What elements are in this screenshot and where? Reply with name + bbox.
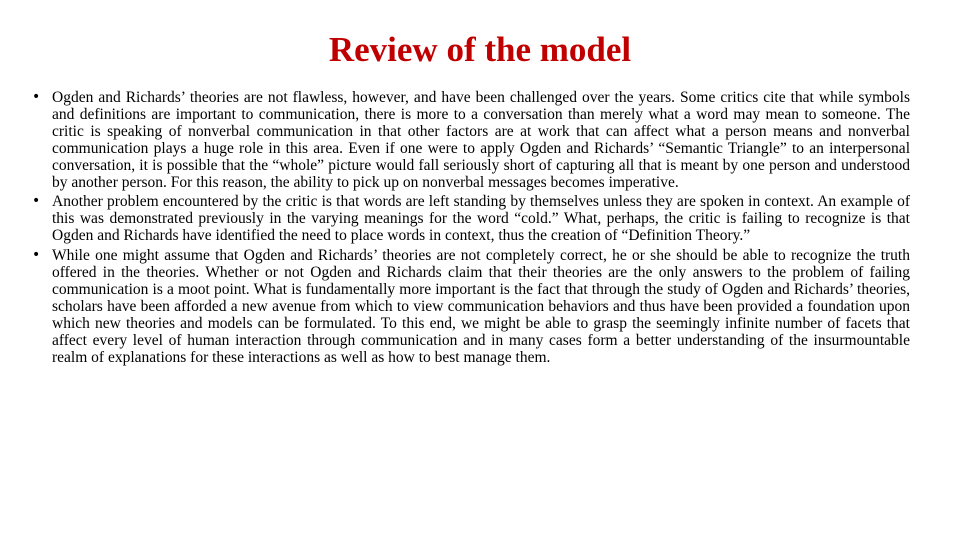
bullet-icon: • <box>32 247 41 264</box>
bullet-text: Another problem encountered by the critic is that words are left standing by themselves unless they are spoken in context. An example of this was demonstrated previously in the varying meanings for the word “cold.” What, perhaps, the critic is failing to recognize is that Ogden and Richards have identified the need to place words in context, thus the creation of “Definition Theory.” <box>52 193 910 245</box>
bullet-item-1 <box>32 90 910 191</box>
bullet-text: While one might assume that Ogden and Richards’ theories are not completely correct, he or she should be able to recognize the truth offered in the theories. Whether or not Ogden and Richards claim that their theories are the only answers to the problem of failing communication is a moot point. What is fundamentally more important is the fact that through the study of Ogden and Richards’ theories, scholars have been afforded a new avenue from which to view communication behaviors and thus have been provided a foundation upon which new theories and models can be formulated. To this end, we might be able to grasp the seemingly infinite number of facets that affect every level of human interaction through communication and in many cases form a better understanding of the insurmountable realm of explanations for these interactions as well as how to best manage them. <box>52 247 910 366</box>
bullet-icon: • <box>32 193 41 210</box>
bullet-item-3 <box>32 248 910 366</box>
bullet-list <box>32 90 910 370</box>
slide-title: Review of the model <box>328 30 632 69</box>
bullet-icon: • <box>32 89 41 105</box>
bullet-item-2 <box>32 194 910 245</box>
bullet-text: Ogden and Richards’ theories are not flawless, however, and have been challenged over the years. Some critics cite that while symbols and definitions are important to communication, there is more to a conversation than merely what a word may mean to someone. The critic is speaking of nonverbal communication in that other factors are at work that can affect what a person means and nonverbal communication plays a huge role in this area. Even if one were to apply Ogden and Richards’ “Semantic Triangle” to an interpersonal conversation, it is possible that the “whole” picture would fall seriously short of capturing all that is meant by one person and understood by another person. For this reason, the ability to pick up on nonverbal messages becomes imperative. <box>52 89 910 191</box>
